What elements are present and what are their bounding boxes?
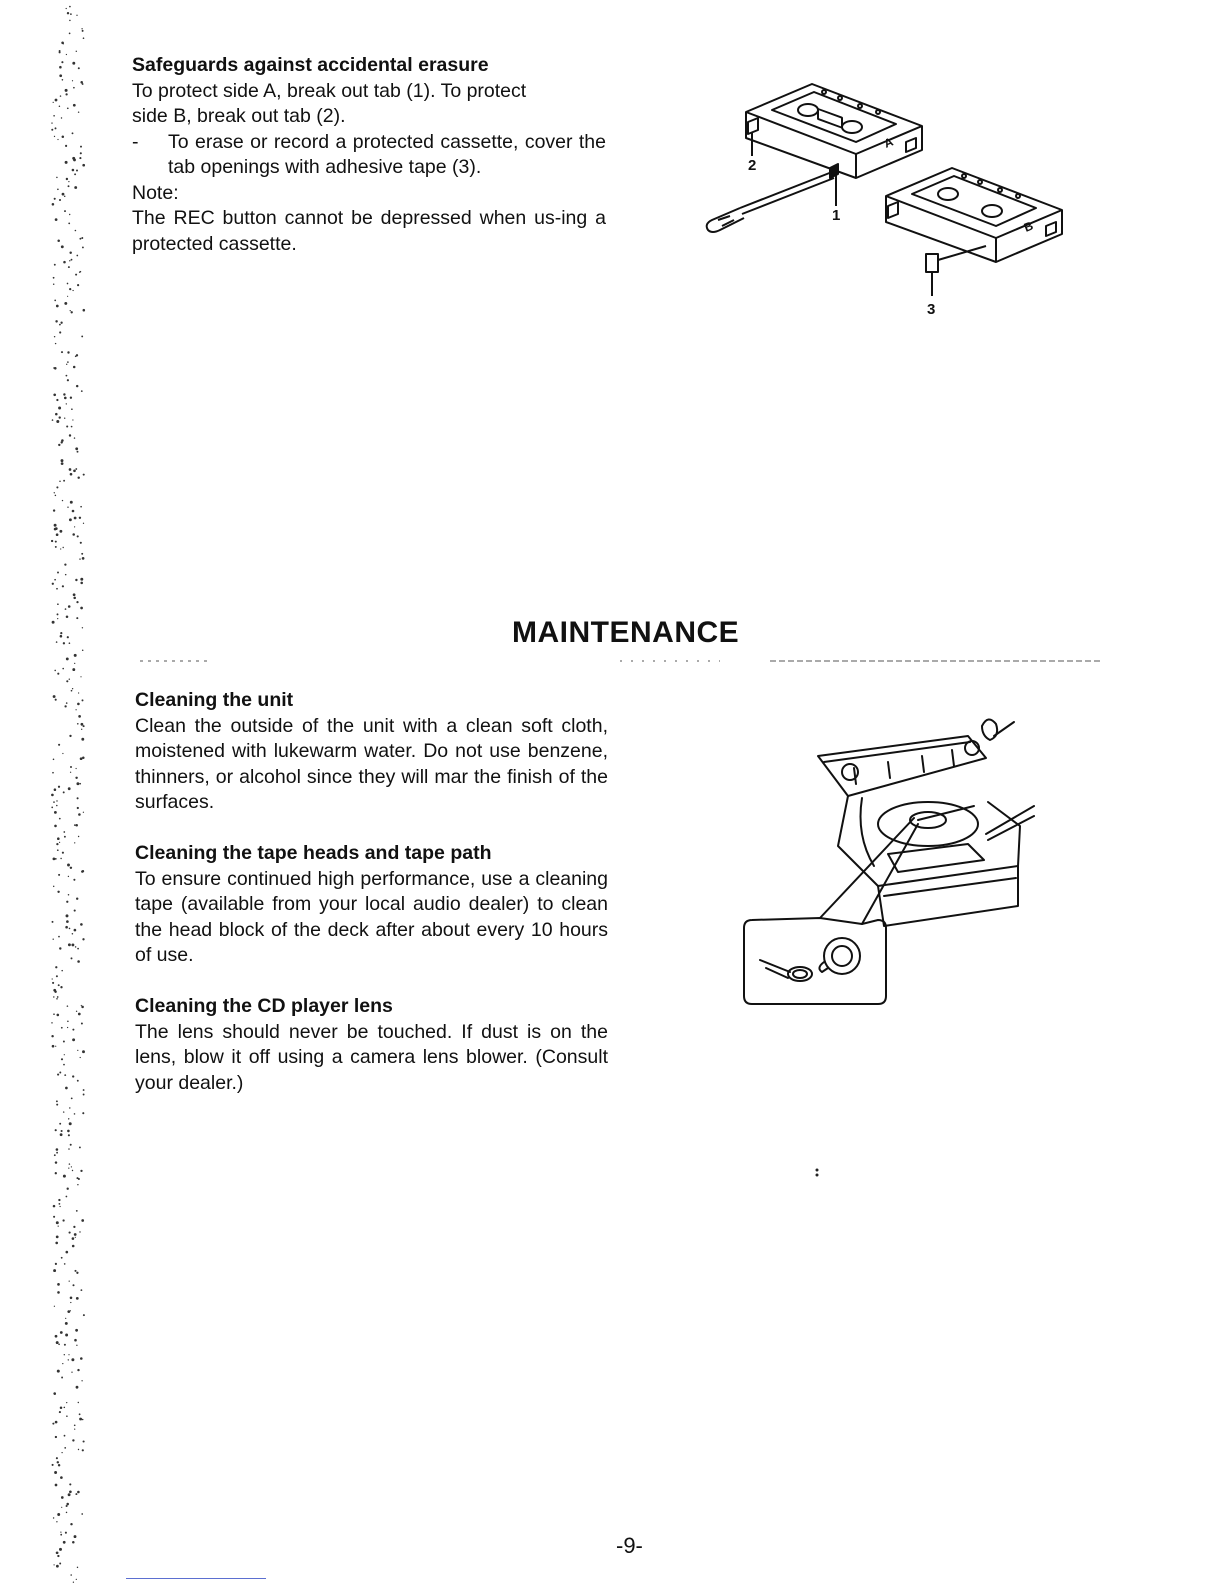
safeguards-line-2: side B, break out tab (2). xyxy=(132,105,346,127)
cleaning-lens-body: The lens should never be touched. If dust is on the lens, blow it off using a camera lens blower. (Consult your dealer.) xyxy=(135,1020,608,1094)
maintenance-section xyxy=(135,688,608,1096)
footer-underline xyxy=(126,1578,266,1579)
page-number: -9- xyxy=(616,1533,643,1558)
cd-lens-illustration xyxy=(738,706,1038,1006)
cassette-side-a xyxy=(746,84,922,178)
safeguards-line-1: To protect side A, break out tab (1). To protect xyxy=(132,79,527,102)
callout-2: 2 xyxy=(748,157,757,174)
cleaning-unit-body: Clean the outside of the unit with a clean soft cloth, moistened with lukewarm water. Do not use benzene, thinners, or alcohol since they will mar the finish of the surfaces. xyxy=(135,714,608,813)
bullet-dash: - xyxy=(132,130,139,153)
title-rule xyxy=(120,658,1100,664)
screwdriver-icon xyxy=(707,172,834,232)
note-label: Note: xyxy=(132,181,179,204)
bullet-text: To erase or record a protected cassette, cover the tab openings with adhesive tape (3). xyxy=(168,130,606,178)
cassette-tab-illustration xyxy=(700,70,1070,320)
callout-1: 1 xyxy=(832,207,841,224)
callout-3: 3 xyxy=(927,301,936,318)
safeguards-section xyxy=(132,53,606,257)
side-a-mark: A xyxy=(881,134,896,151)
cassette-side-b xyxy=(886,168,1062,262)
note-text: The REC button cannot be depressed when us-ing a protected cassette. xyxy=(132,207,606,255)
cleaning-lens-heading: Cleaning the CD player lens xyxy=(135,995,393,1017)
safeguards-bullet xyxy=(132,130,606,181)
binding-edge-dots xyxy=(48,0,88,1584)
cleaning-heads-body: To ensure continued high performance, use a cleaning tape (available from your local audio dealer) to clean the head block of the deck after about every 10 hours of use. xyxy=(135,867,608,966)
maintenance-title: MAINTENANCE xyxy=(512,616,740,649)
safeguards-heading: Safeguards against accidental erasure xyxy=(132,54,489,76)
side-b-mark: B xyxy=(1021,218,1036,235)
cleaning-unit-heading: Cleaning the unit xyxy=(135,689,294,711)
scan-speck xyxy=(815,1164,819,1173)
cleaning-heads-heading: Cleaning the tape heads and tape path xyxy=(135,842,492,864)
adhesive-tape-icon xyxy=(926,246,986,272)
